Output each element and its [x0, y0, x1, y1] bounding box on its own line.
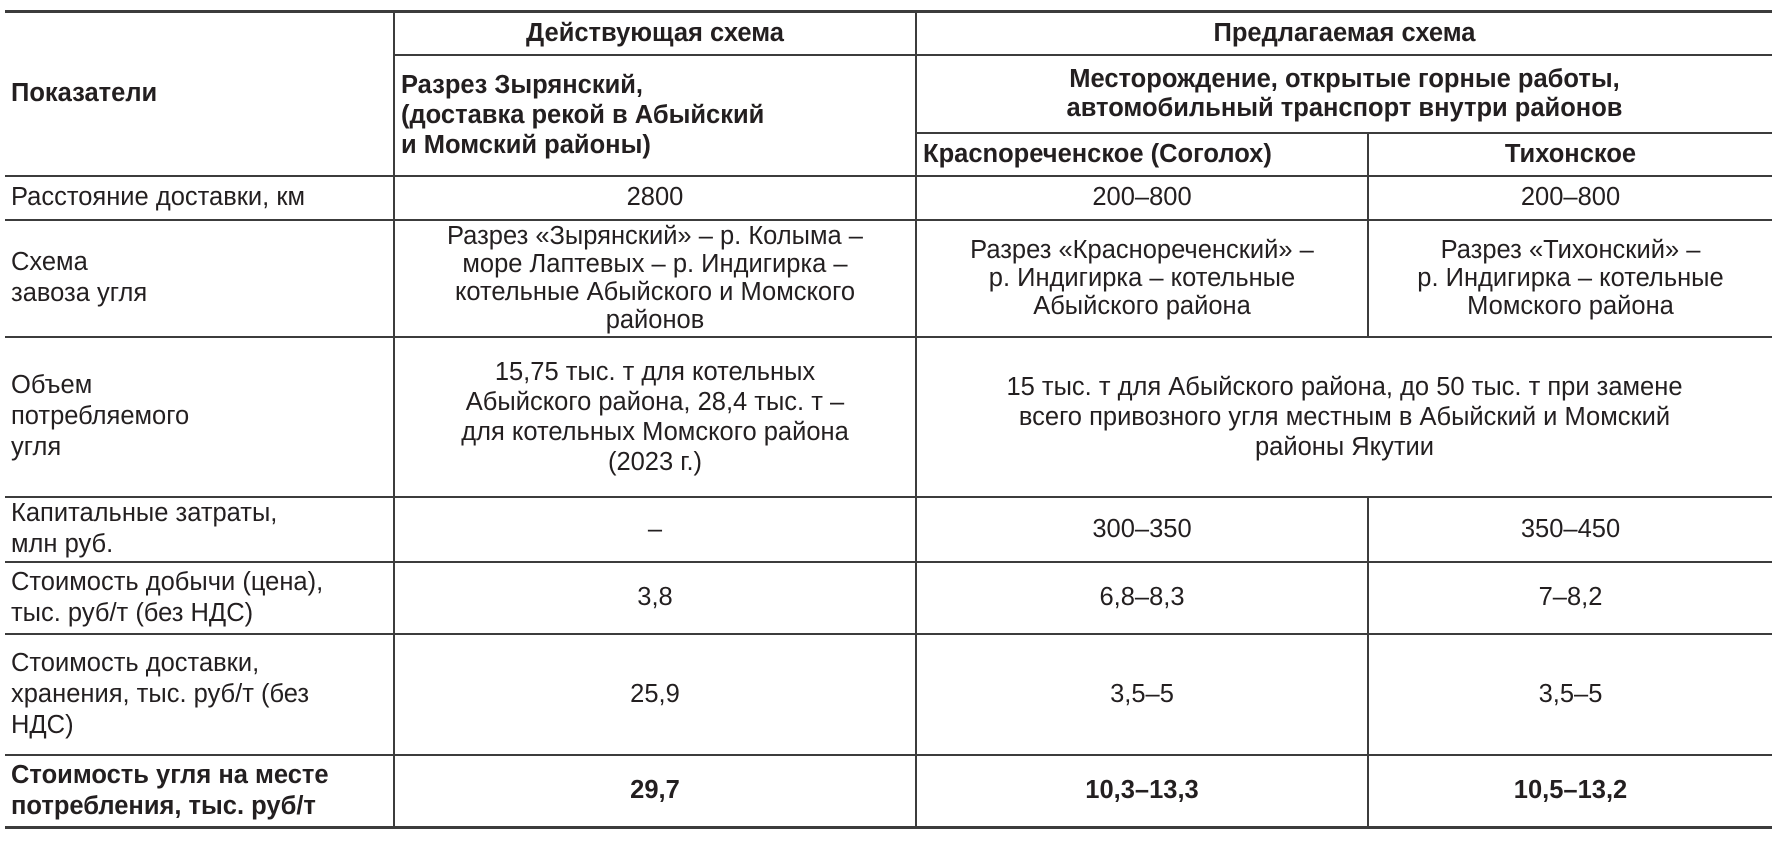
cell-krasnorechenskoe: 6,8–8,3	[916, 562, 1368, 634]
table-row-capex	[5, 497, 1772, 562]
header-col-tikhonskoe: Тихонское	[1368, 133, 1772, 176]
cell-krasnorechenskoe: 3,5–5	[916, 634, 1368, 755]
cell-tikhonskoe: 10,5–13,2	[1368, 755, 1772, 828]
row-label: Стоимость доставки, хранения, тыс. руб/т (без НДС)	[5, 634, 394, 755]
cell-tikhonskoe: 3,5–5	[1368, 634, 1772, 755]
row-label: Стоимость добычи (цена), тыс. руб/т (без НДС)	[5, 562, 394, 634]
cell-krasnorechenskoe: Разрез «Красноречeнский» – р. Индигирка – котельные Абыйского района	[916, 220, 1368, 337]
header-proposed-sub: Месторождение, открытые горные работы, автомобильный транспорт внутри районов	[916, 55, 1772, 133]
cell-current: 2800	[394, 176, 916, 220]
header-current-scheme: Действующая схема	[394, 12, 916, 55]
header-row-1	[5, 12, 1772, 55]
row-label: Расстояние доставки, км	[5, 176, 394, 220]
cell-tikhonskoe: 7–8,2	[1368, 562, 1772, 634]
table-row-delivery-cost	[5, 634, 1772, 755]
cell-tikhonskoe: 350–450	[1368, 497, 1772, 562]
cell-current: 3,8	[394, 562, 916, 634]
row-label: Схема завоза угля	[5, 220, 394, 337]
cell-current: –	[394, 497, 916, 562]
row-label: Стоимость угля на месте потребления, тыс. руб/т	[5, 755, 394, 828]
table-row-mining-cost	[5, 562, 1772, 634]
table-row-delivery-scheme	[5, 220, 1772, 337]
cell-tikhonskoe: Разрез «Тихонский» – р. Индигирка – котельные Момского района	[1368, 220, 1772, 337]
header-current-sub: Разрез Зырянский, (доставка рекой в Абыйский и Момский районы)	[394, 55, 916, 176]
table-row-total-cost	[5, 755, 1772, 828]
cell-krasnorechenskoe: 200–800	[916, 176, 1368, 220]
row-label: Объем потребляемого угля	[5, 337, 394, 497]
row-label: Капитальные затраты, млн руб.	[5, 497, 394, 562]
cell-tikhonskoe: 200–800	[1368, 176, 1772, 220]
cell-krasnorechenskoe: 10,3–13,3	[916, 755, 1368, 828]
table-row-distance	[5, 176, 1772, 220]
cell-current: 15,75 тыс. т для котельных Абыйского района, 28,4 тыс. т – для котельных Момского района (2023 г.)	[394, 337, 916, 497]
coal-supply-comparison-table	[5, 10, 1772, 829]
cell-current: Разрез «Зырянский» – р. Колыма – море Лаптевых – р. Индигирка – котельные Абыйского и Момского районов	[394, 220, 916, 337]
cell-current: 25,9	[394, 634, 916, 755]
cell-current: 29,7	[394, 755, 916, 828]
header-indicators: Показатели	[5, 12, 394, 176]
table-row-coal-volume	[5, 337, 1772, 497]
cell-proposed-merged: 15 тыс. т для Абыйского района, до 50 тыс. т при замене всего привозного угля местным в Абыйский и Момский районы Якутии	[916, 337, 1772, 497]
cell-krasnorechenskoe: 300–350	[916, 497, 1368, 562]
header-proposed-scheme: Предлагаемая схема	[916, 12, 1772, 55]
header-col-krasnorechenskoe: Красnoреченское (Соголох)	[916, 133, 1368, 176]
